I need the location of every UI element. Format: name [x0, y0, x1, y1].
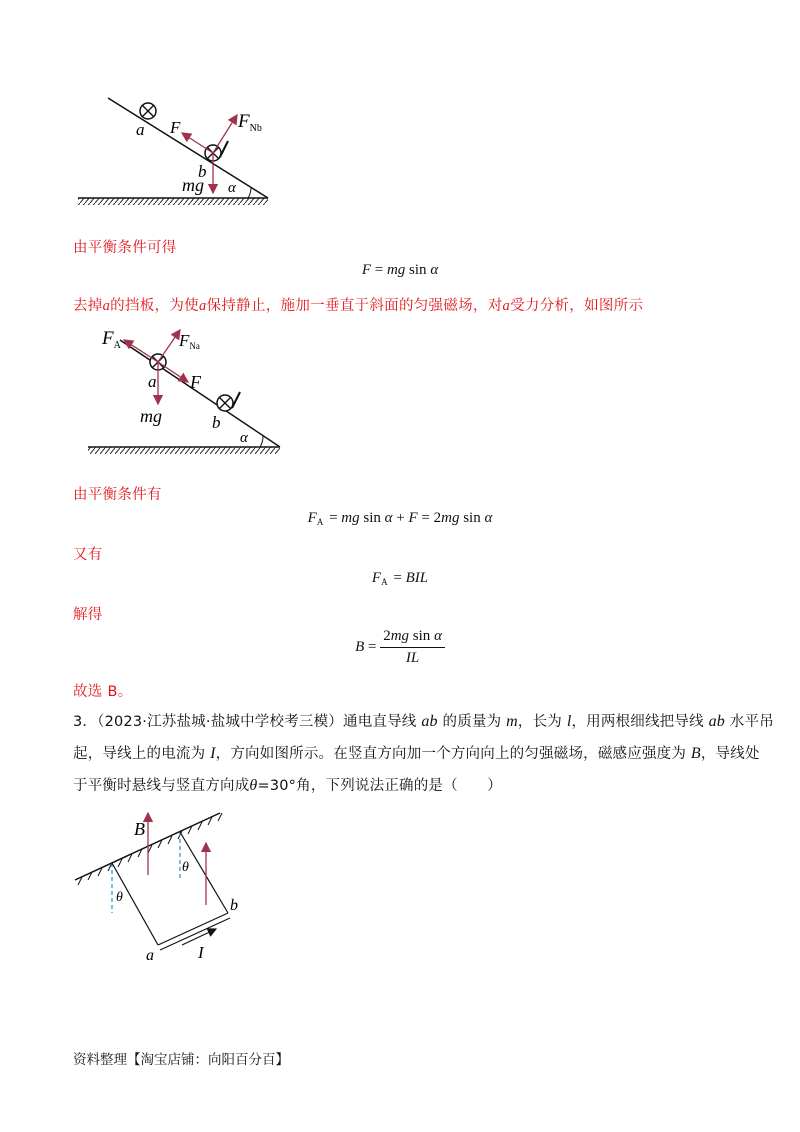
- label-a: a: [136, 120, 145, 139]
- label-theta-left: θ: [116, 890, 123, 905]
- question-line-3: 于平衡时悬线与竖直方向成θ=30°角，下列说法正确的是（ ）: [73, 777, 502, 794]
- label-alpha: α: [240, 430, 248, 446]
- text-equilibrium-2: 由平衡条件有: [73, 487, 162, 503]
- equation-2: $F_A$ = mg sin α + F = 2mg sin α: [307, 510, 493, 527]
- label-mg: mg: [182, 175, 204, 195]
- label-B: B: [134, 819, 145, 839]
- conductor-b: [217, 395, 233, 411]
- label-theta-right: θ: [182, 860, 189, 875]
- figure-1-incline-diagram: [70, 95, 280, 215]
- question-3: [73, 706, 774, 802]
- stopper-b: [220, 141, 228, 157]
- label-a: a: [148, 372, 157, 391]
- figure-2-incline-diagram: [80, 322, 290, 462]
- equation-3: $F_A$ = BIL: [371, 570, 429, 587]
- label-b: b: [212, 413, 221, 432]
- arrow-FA: [124, 340, 158, 362]
- equation-1: F = mg sin α: [361, 262, 439, 278]
- ground-hatch: [78, 198, 268, 205]
- arrow-F: [158, 362, 188, 382]
- equation-4: B = $\frac{\text{2mg sin α}}{IL}$: [300, 628, 500, 667]
- label-FA: $F_A$: [102, 328, 121, 351]
- wire-ab-2: [160, 918, 230, 950]
- label-b: b: [230, 897, 238, 914]
- incline-line: [120, 340, 280, 447]
- ground-hatch: [88, 447, 280, 454]
- footer-source: 资料整理【淘宝店铺：向阳百分百】: [73, 1052, 289, 1068]
- alpha-arc: [260, 436, 263, 447]
- arrow-F: [182, 133, 213, 153]
- figure-3-hanging-wire: [70, 795, 270, 965]
- label-a: a: [146, 947, 154, 964]
- label-I: I: [198, 943, 204, 962]
- label-F: F: [190, 372, 201, 392]
- label-FN: $F_{Nb}$: [238, 111, 262, 134]
- ceiling-hatch: [78, 813, 222, 885]
- text-answer: 故选 B。: [73, 684, 133, 700]
- question-line-1: 3．（2023·江苏盐城·盐城中学校考三模）通电直导线 ab 的质量为 m，长为 l，用两根细线把导线 ab 水平吊: [73, 713, 774, 730]
- arrow-FN: [158, 330, 180, 362]
- question-line-2: 起，导线上的电流为 I，方向如图所示。在竖直方向加一个方向向上的匀强磁场，磁感应强度为 B，导线处: [73, 745, 760, 762]
- fraction: $\frac{\text{2mg sin α}}{IL}$: [380, 628, 445, 667]
- text-equilibrium-1: 由平衡条件可得: [73, 240, 177, 256]
- text-solve: 解得: [73, 607, 103, 623]
- conductor-a: [140, 103, 156, 119]
- alpha-arc: [248, 188, 251, 198]
- label-b: b: [198, 162, 207, 181]
- text-remove-stopper: 去掉a的挡板，为使a保持静止，施加一垂直于斜面的匀强磁场，对a受力分析，如图所示: [73, 298, 644, 314]
- label-FN: FNa: [179, 331, 200, 351]
- label-F: F: [170, 118, 181, 137]
- label-alpha: α: [228, 180, 236, 196]
- text-also: 又有: [73, 547, 103, 563]
- label-mg: mg: [140, 406, 162, 426]
